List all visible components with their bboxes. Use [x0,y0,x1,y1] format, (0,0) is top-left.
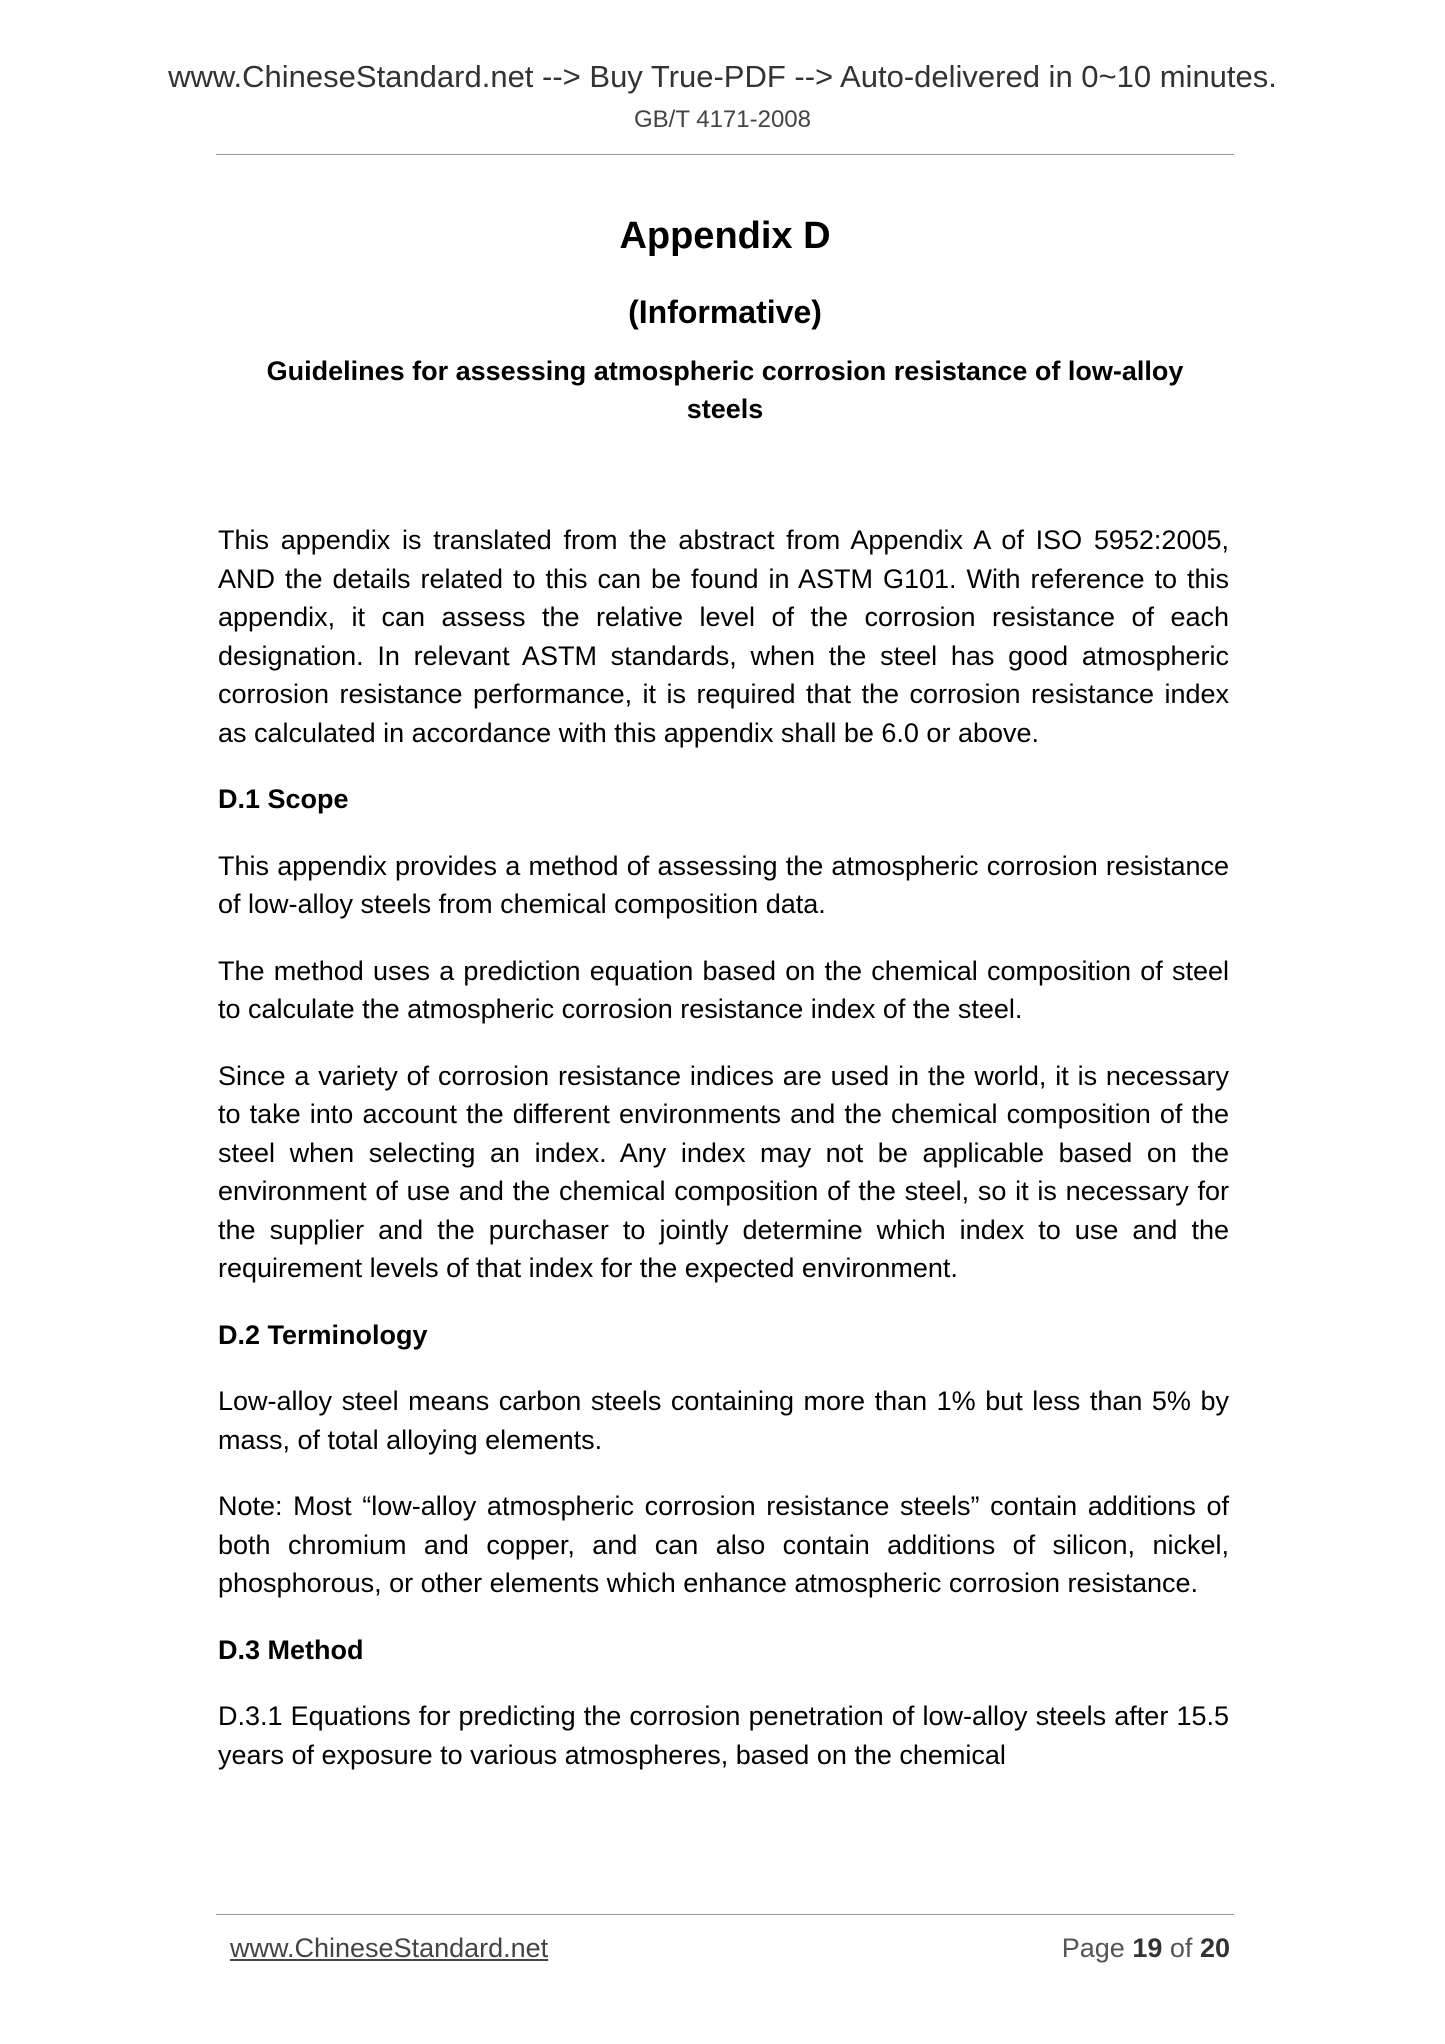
total-pages: 20 [1199,1933,1230,1963]
page-title: Appendix D [619,215,831,257]
current-page: 19 [1132,1933,1163,1963]
document-body [218,521,1229,1802]
page-number [1062,1932,1230,1964]
document-heading-line-2: steels [686,394,764,424]
terminology-note: Note: Most “low-alloy atmospheric corrosion resistance steels” contain additions of both chromium and copper, and can also contain additions of silicon, nickel, phosphorous, or other elements which enhance atmospheric corrosion resistance. [218,1491,1229,1598]
section-heading-method: D.3 Method [218,1634,364,1665]
standard-number: GB/T 4171-2008 [633,106,811,133]
footer-divider [216,1914,1234,1915]
section-heading-terminology: D.2 Terminology [218,1319,428,1350]
page-subtitle: (Informative) [628,294,822,330]
header-banner: www.ChineseStandard.net --> Buy True-PDF --> Auto-delivered in 0~10 minutes. [168,59,1277,94]
section-heading-scope: D.1 Scope [218,784,349,814]
page-label: Page [1061,1933,1125,1963]
header-divider [216,154,1234,155]
terminology-paragraph-1: Low-alloy steel means carbon steels containing more than 1% but less than 5% by mass, of total alloying elements. [218,1386,1229,1455]
document-heading-line-1: Guidelines for assessing atmospheric corrosion resistance of low-alloy [266,356,1184,386]
scope-paragraph-2: The method uses a prediction equation based on the chemical composition of steel to calculate the atmospheric corrosion resistance index of the steel. [218,955,1229,1024]
page-of-label: of [1169,1933,1193,1963]
document-heading [216,352,1234,428]
scope-paragraph-1: This appendix provides a method of assessing the atmospheric corrosion resistance of low-alloy steels from chemical composition data. [218,850,1229,919]
intro-paragraph: This appendix is translated from the abstract from Appendix A of ISO 5952:2005, AND the details related to this can be found in ASTM G101. With reference to this appendix, it can assess the relative level of the corrosion resistance of each designation. In relevant ASTM standards, when the steel has good atmospheric corrosion resistance performance, it is required that the corrosion resistance index as calculated in accordance with this appendix shall be 6.0 or above. [218,525,1229,748]
footer-website-link[interactable]: www.ChineseStandard.net [230,1933,549,1963]
method-paragraph-1: D.3.1 Equations for predicting the corrosion penetration of low-alloy steels after 15.5 years of exposure to various atmospheres, based on the chemical [218,1701,1229,1770]
scope-paragraph-3: Since a variety of corrosion resistance indices are used in the world, it is necessary to take into account the different environments and the chemical composition of the steel when selecting an index. Any index may not be applicable based on the environment of use and the chemical composition of the steel, so it is necessary for the supplier and the purchaser to jointly determine which index to use and the requirement levels of that index for the expected environment. [218,1060,1229,1283]
